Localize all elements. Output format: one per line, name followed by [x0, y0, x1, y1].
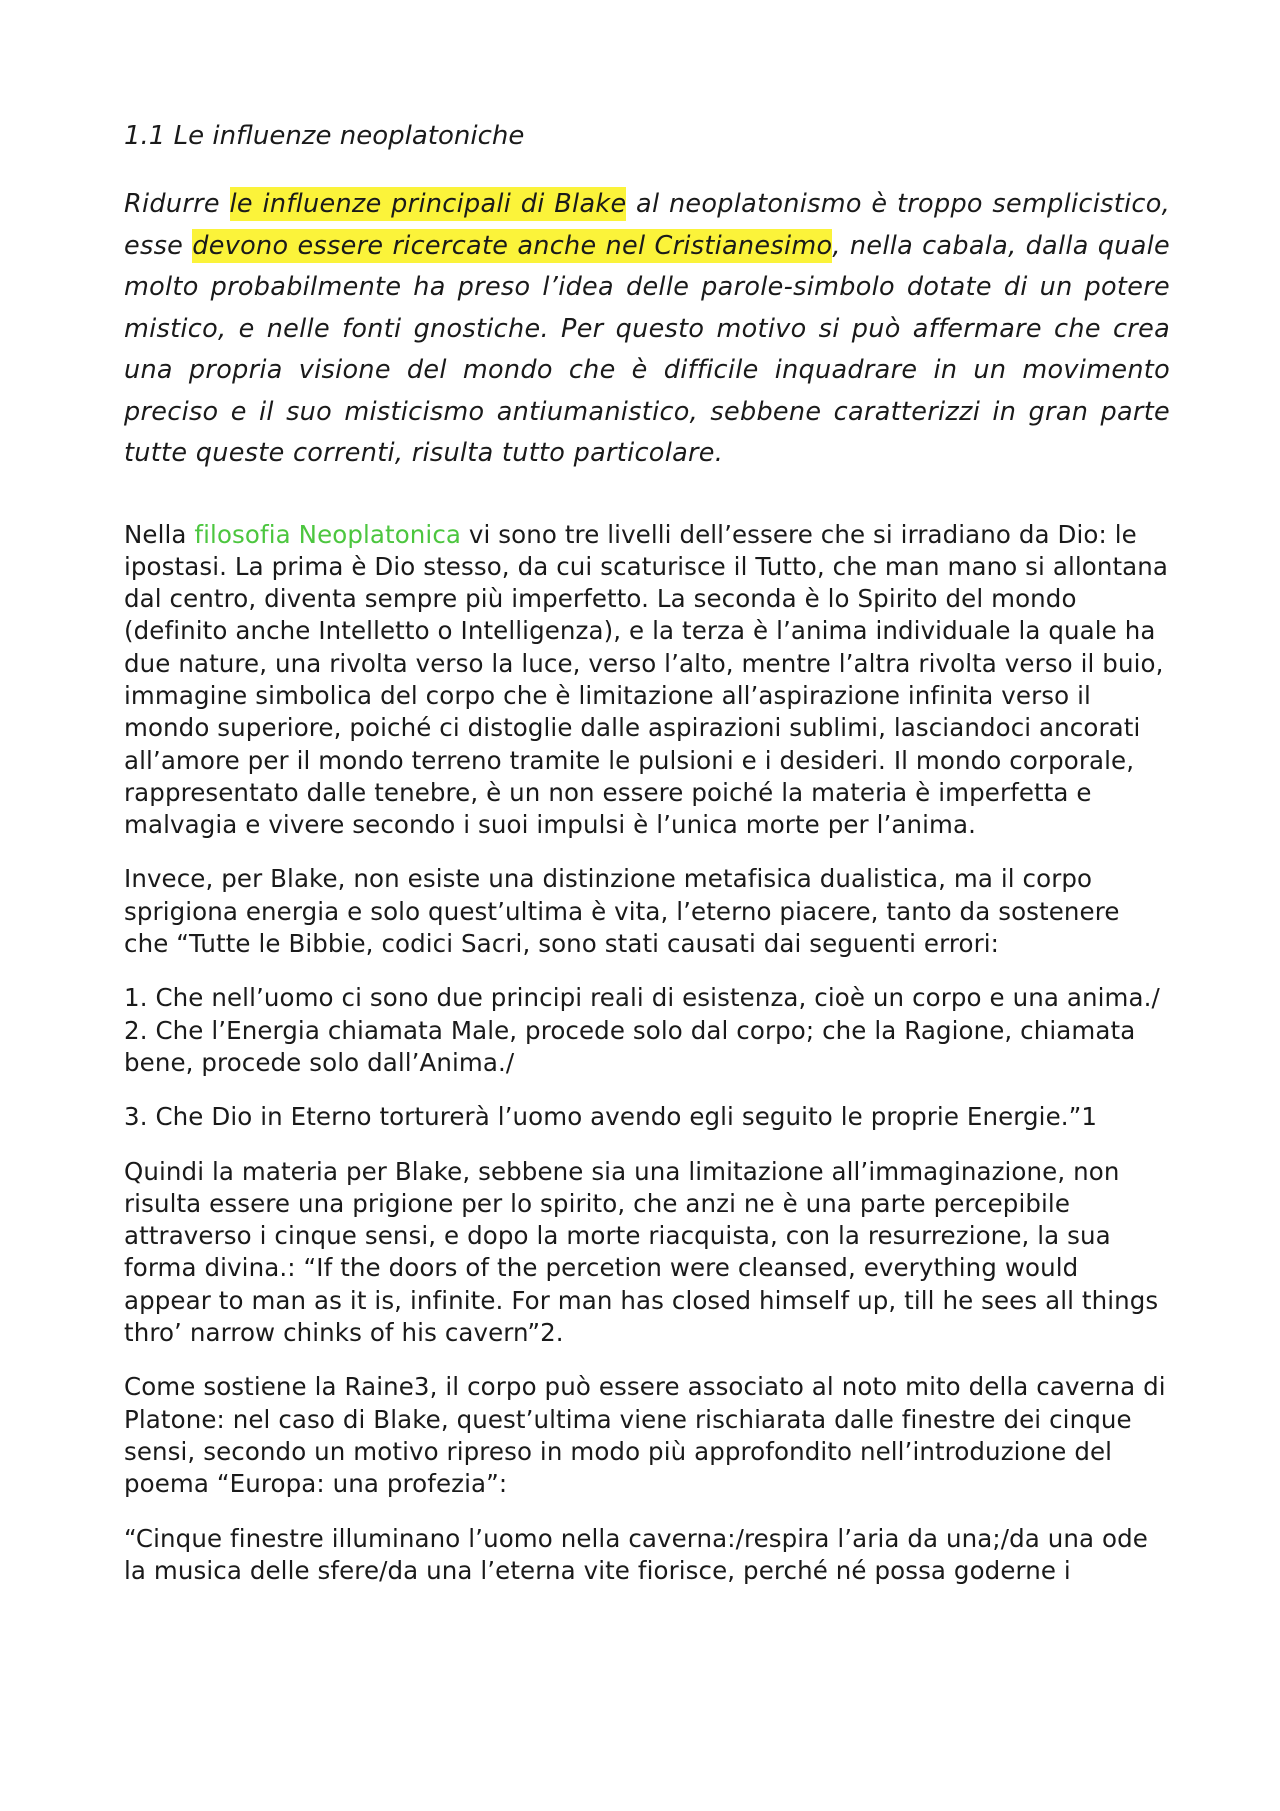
- intro-text-1: Ridurre: [124, 189, 230, 219]
- document-page: [124, 118, 1170, 1609]
- paragraph-neoplatonic: [124, 519, 1170, 842]
- intro-paragraph: [124, 184, 1170, 475]
- paragraph-blake-dualism: Invece, per Blake, non esiste una distinzione metafisica dualistica, ma il corpo sprigiona energia e solo quest’ultima è vita, l’eterno piacere, tanto da sostenere che “Tutte le Bibbie, codici Sacri, sono stati causati dai seguenti errori:: [124, 864, 1120, 959]
- paragraph-raine: Come sostiene la Raine3, il corpo può essere associato al noto mito della caverna di Platone: nel caso di Blake, quest’ultima viene rischiarata dalle finestre dei cinque sensi, secondo un motivo ripreso in modo più approfondito nell’introduzione del poema “Europa: una profezia”:: [124, 1372, 1166, 1499]
- intro-text-2: al neoplatonismo è troppo semplicistico, esse: [124, 189, 1170, 261]
- paragraph-quote-europe: “Cinque finestre illuminano l’uomo nella caverna:/respira l’aria da una;/da una ode la musica delle sfere/da una l’eterna vite fiorisce, perché né possa goderne i: [124, 1523, 1148, 1585]
- paragraph-errors-3: 3. Che Dio in Eterno torturerà l’uomo avendo egli seguito le proprie Energie.”1: [124, 1102, 1098, 1132]
- highlight-blake-influences: le influenze principali di Blake: [229, 189, 627, 219]
- p1-text-after: vi sono tre livelli dell’essere che si irradiano da Dio: le ipostasi. La prima è Dio stesso, da cui scaturisce il Tutto, che man mano si allontana dal centro, diventa sempre più imperfetto. La seconda è lo Spirito del mondo (definito anche Intelletto o Intelligenza), e la terza è l’anima individuale la quale ha due nature, una rivolta verso la luce, verso l’alto, mentre l’altra rivolta verso il buio, immagine simbolica del corpo che è limitazione all’aspirazione infinita verso il mondo superiore, poiché ci distoglie dalle aspirazioni sublimi, lasciandoci ancorati all’amore per il mondo terreno tramite le pulsioni e i desideri. Il mondo corporale, rappresentato dalle tenebre, è un non essere poiché la materia è imperfetta e malvagia e vivere secondo i suoi impulsi è l’unica morte per l’anima.: [124, 519, 1169, 840]
- highlight-christianity: devono essere ricercate anche nel Cristianesimo: [192, 230, 833, 261]
- p1-text-before: Nella: [124, 519, 195, 549]
- link-filosofia-neoplatonica[interactable]: filosofia Neoplatonica: [194, 519, 462, 549]
- paragraph-matter: Quindi la materia per Blake, sebbene sia una limitazione all’immaginazione, non risulta essere una prigione per lo spirito, che anzi ne è una parte percepibile attraverso i cinque sensi, e dopo la morte riacquista, con la resurrezione, la sua forma divina.: “If the doors of the percetion were cleansed, everything would appear to man as it is, infinite. For man has closed himself up, till he sees all things thro’ narrow chinks of his cavern”2.: [124, 1156, 1159, 1348]
- intro-text-3: , nella cabala, dalla quale molto probabilmente ha preso l’idea delle parole-simbolo dotate di un potere mistico, e nelle fonti gnostiche. Per questo motivo si può affermare che crea una propria visione del mondo che è difficile inquadrare in un movimento preciso e il suo misticismo antiumanistico, sebbene caratterizzi in gran parte tutte queste correnti, risulta tutto particolare.: [124, 230, 1171, 468]
- section-heading: 1.1 Le influenze neoplatoniche: [124, 121, 525, 151]
- paragraph-errors-1-2: 1. Che nell’uomo ci sono due principi reali di esistenza, cioè un corpo e una anima./ 2. Che l’Energia chiamata Male, procede solo dal corpo; che la Ragione, chiamata bene, procede solo dall’Anima./: [124, 983, 1160, 1077]
